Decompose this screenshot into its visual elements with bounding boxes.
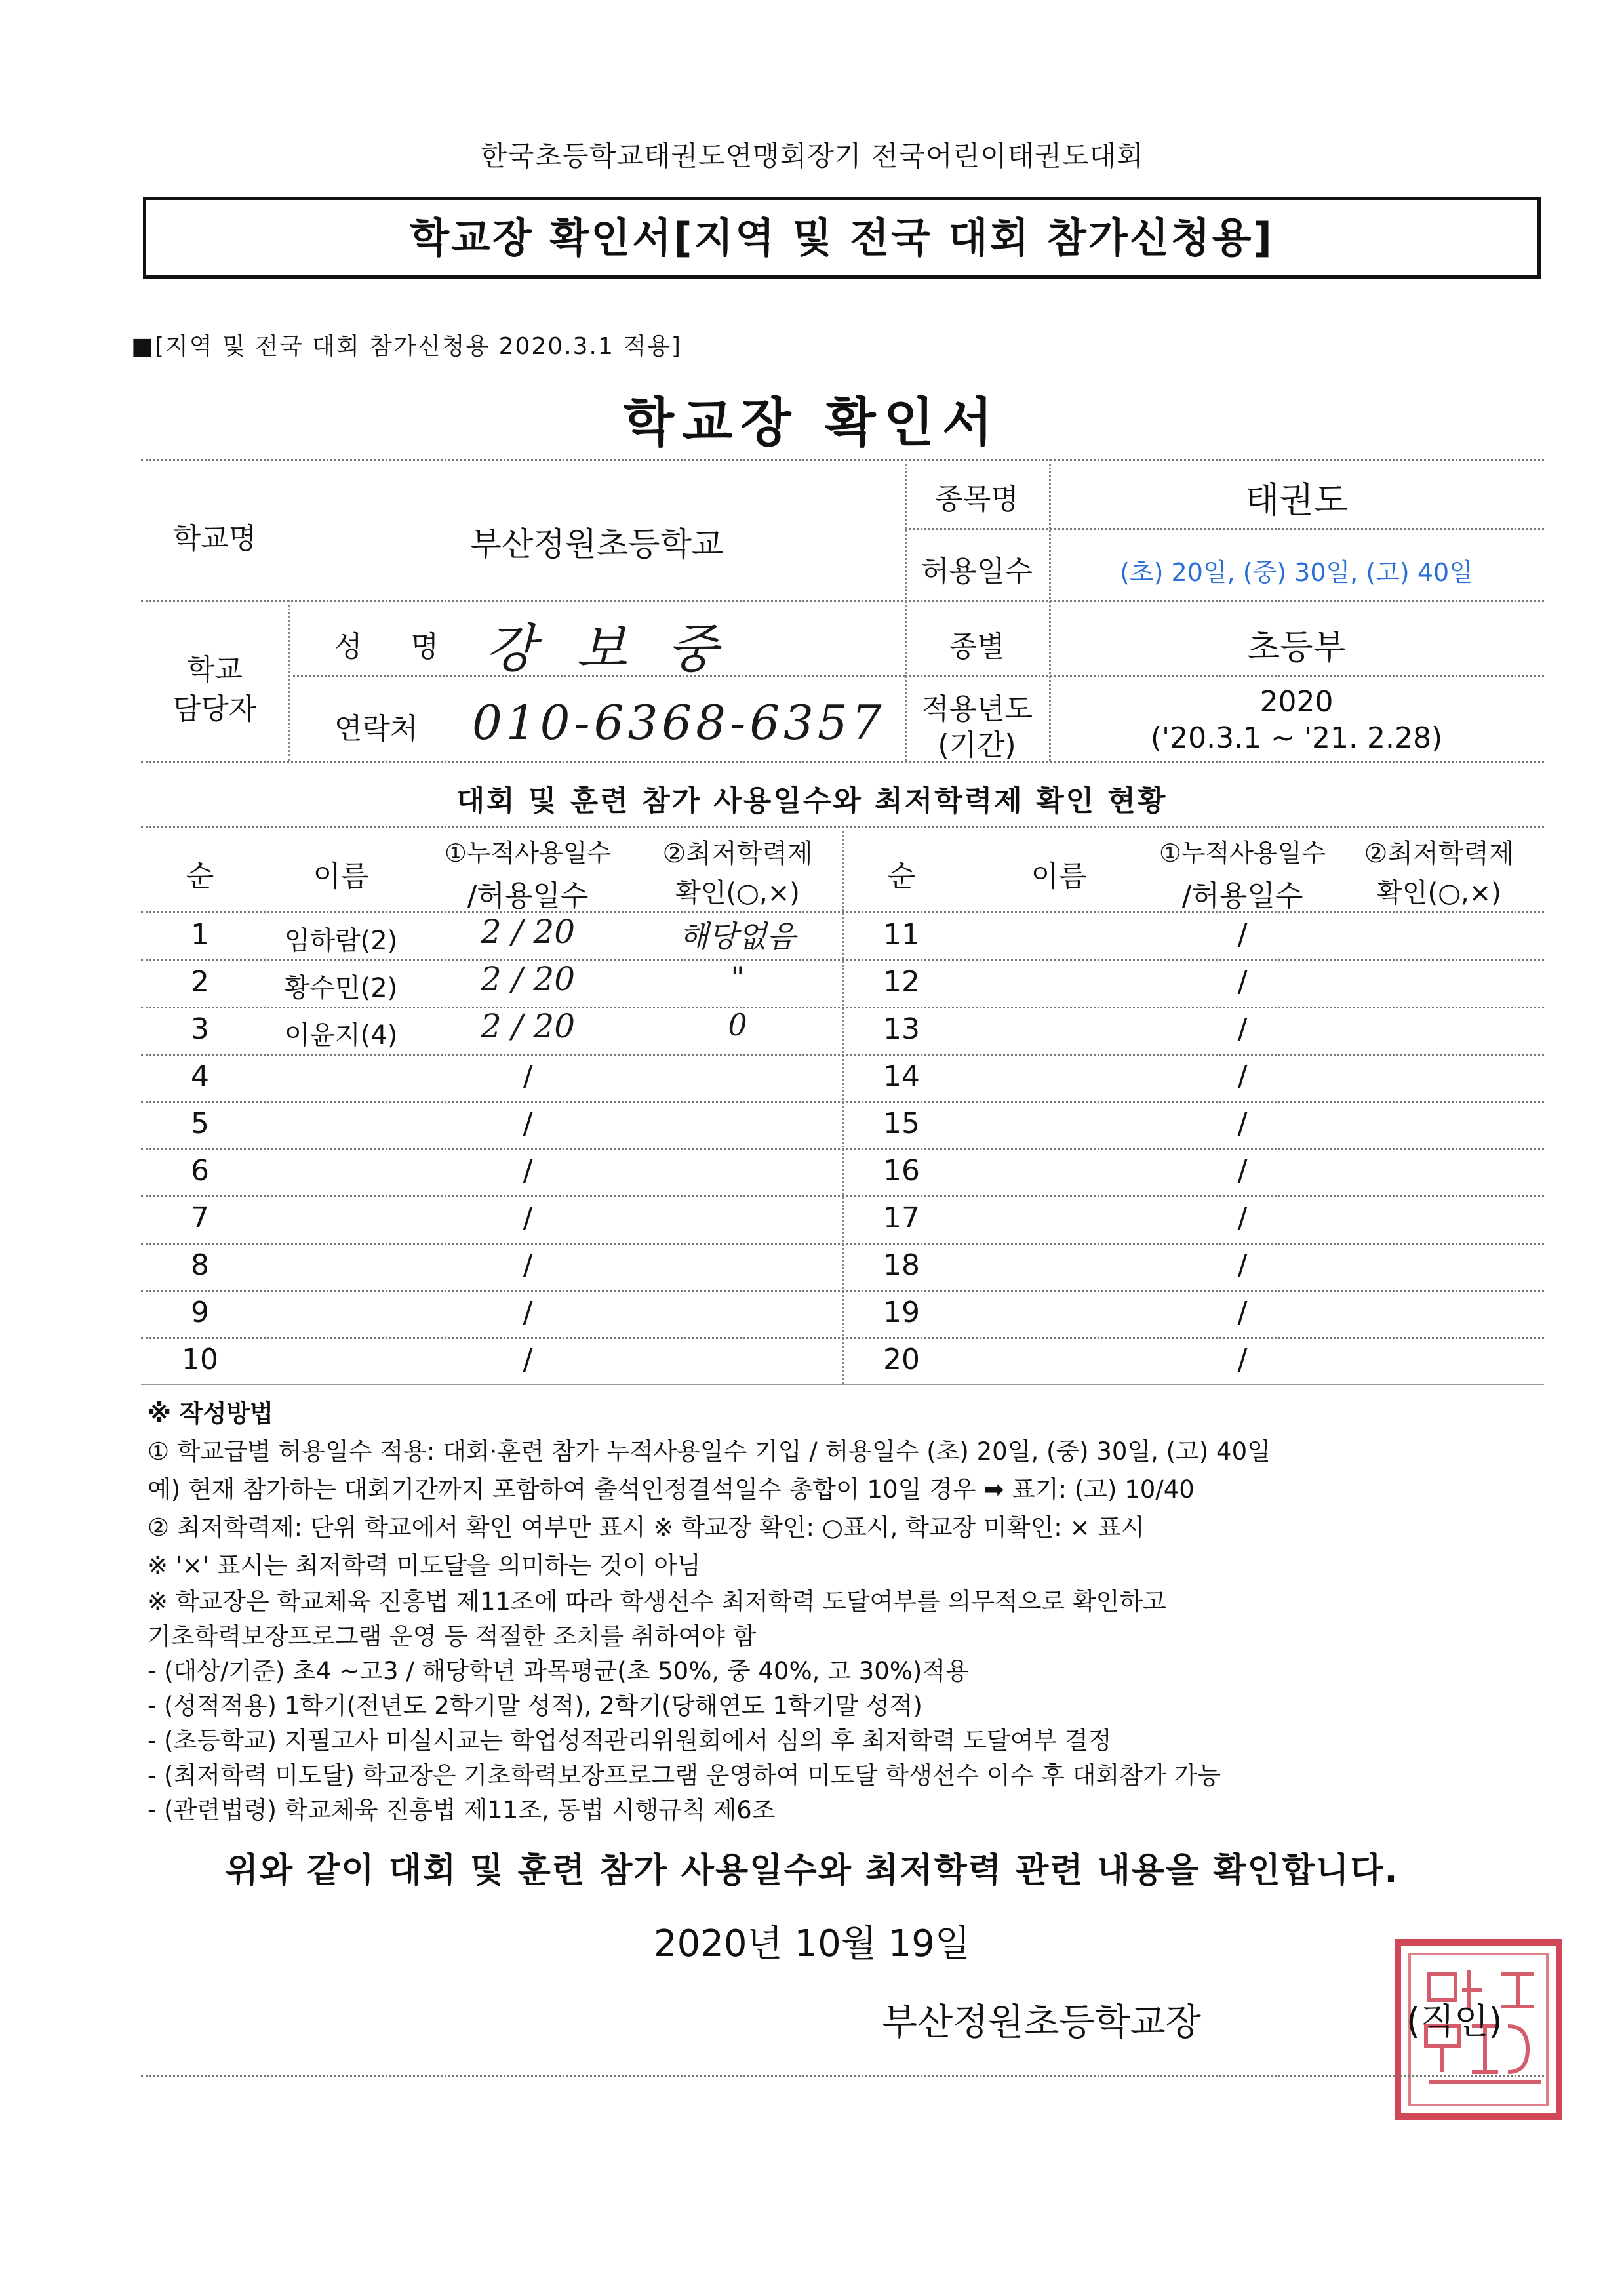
row-check: 0 <box>728 1007 747 1043</box>
instruction-line: - (대상/기준) 초4 ~고3 / 해당학년 과목평균(초 50%, 중 40%, 고 30%)적용 <box>148 1657 969 1685</box>
col-check-header-right-1: ②최저학력제 <box>1364 839 1515 869</box>
row-divider <box>141 1243 1544 1245</box>
row-days: / <box>523 1248 533 1282</box>
footer-divider <box>141 2075 1544 2077</box>
instruction-line: - (관련법령) 학교체육 진흥법 제11조, 동법 시행규칙 제6조 <box>148 1796 776 1824</box>
row-days: 2 / 20 <box>480 960 576 998</box>
instruction-line: ① 학교급별 허용일수 적용: 대회·훈련 참가 누적사용일수 기입 / 허용일수 (초) 20일, (중) 30일, (고) 40일 <box>148 1437 1271 1466</box>
row-days: / <box>523 1296 533 1329</box>
row-no: 4 <box>191 1060 209 1093</box>
divider <box>141 761 1544 763</box>
row-days: / <box>523 1201 533 1235</box>
name-label: 성 명 <box>334 630 458 664</box>
col-days-header-right-1: ①누적사용일수 <box>1159 839 1326 868</box>
status-title: 대회 및 훈련 참가 사용일수와 최저학력제 확인 현황 <box>456 784 1168 818</box>
divider <box>905 675 1544 677</box>
staff-label-line2: 담당자 <box>172 692 257 726</box>
divider <box>141 459 1544 461</box>
table-bottom-line <box>141 1384 1544 1385</box>
row-no: 10 <box>182 1343 218 1376</box>
row-name: 임하람(2) <box>284 926 398 956</box>
staff-name-handwritten: 강 보 중 <box>485 618 730 679</box>
instructions-heading: ※ 작성방법 <box>148 1399 273 1427</box>
instruction-line: - (최저학력 미도달) 학교장은 기초학력보장프로그램 운영하여 미도달 학생선수 이수 후 대회참가 가능 <box>148 1761 1221 1789</box>
divider <box>141 600 1544 602</box>
row-divider <box>141 1054 1544 1056</box>
row-days-right: / <box>1237 1296 1248 1329</box>
application-note: ■[지역 및 전국 대회 참가신청용 2020.3.1 적용] <box>131 333 682 360</box>
instruction-line: ② 최저학력제: 단위 학교에서 확인 여부만 표시 ※ 학교장 확인: ○표시, 학교장 미확인: × 표시 <box>148 1513 1145 1542</box>
row-no: 5 <box>191 1107 209 1140</box>
row-no-right: 13 <box>883 1012 920 1046</box>
row-name: 황수민(2) <box>284 973 398 1003</box>
contact-label: 연락처 <box>334 712 418 746</box>
row-no-right: 19 <box>883 1296 920 1329</box>
contact-value-handwritten: 010-6368-6357 <box>472 695 886 750</box>
school-label: 학교명 <box>172 522 257 555</box>
school-value: 부산정원초등학교 <box>469 525 724 563</box>
row-no-right: 14 <box>883 1060 920 1093</box>
year-label: 적용년도 <box>921 692 1033 726</box>
boxed-title <box>143 197 1541 279</box>
period-label: (기간) <box>938 728 1016 762</box>
col-no-header-right: 순 <box>887 860 916 893</box>
col-check-header-left-2: 확인(○,×) <box>675 878 800 908</box>
row-divider <box>141 1337 1544 1339</box>
instruction-line: 예) 현재 참가하는 대회기간까지 포함하여 출석인정결석일수 총합이 10일 경우 ➡ 표기: (고) 10/40 <box>148 1475 1195 1504</box>
row-days-right: / <box>1237 1248 1248 1282</box>
row-check: 해당없음 <box>679 919 796 954</box>
row-no: 9 <box>191 1296 209 1329</box>
row-divider <box>141 1195 1544 1197</box>
instruction-line: ※ 학교장은 학교체육 진흥법 제11조에 따라 학생선수 최저학력 도달여부를 의무적으로 확인하고 <box>148 1587 1166 1616</box>
row-no-right: 16 <box>883 1154 920 1187</box>
category-value: 초등부 <box>1247 628 1346 668</box>
signature-date: 2020년 10월 19일 <box>654 1923 970 1965</box>
row-no: 1 <box>191 918 209 951</box>
instruction-line: 기초학력보장프로그램 운영 등 적절한 조치를 취하여야 함 <box>148 1622 757 1650</box>
col-days-header-left-2: /허용일수 <box>467 879 589 913</box>
col-name-header-left: 이름 <box>313 860 369 893</box>
sport-value: 태권도 <box>1245 479 1348 521</box>
official-seal-label: (직인) <box>1406 2001 1503 2042</box>
row-no: 7 <box>191 1201 209 1235</box>
row-check: " <box>730 960 745 995</box>
row-no-right: 12 <box>883 965 920 999</box>
row-no: 6 <box>191 1154 209 1187</box>
row-days: / <box>523 1343 533 1376</box>
row-days-right: / <box>1237 1012 1248 1046</box>
organizer-title: 한국초등학교태권도연맹회장기 전국어린이태권도대회 <box>480 140 1144 172</box>
row-days-right: / <box>1237 1201 1248 1235</box>
row-no-right: 18 <box>883 1248 920 1282</box>
col-check-header-left-1: ②최저학력제 <box>662 839 813 869</box>
instruction-line: - (성적적용) 1학기(전년도 2학기말 성적), 2학기(당해연도 1학기말 성적) <box>148 1692 922 1720</box>
allowed-days-label: 허용일수 <box>921 555 1033 588</box>
row-divider <box>141 1148 1544 1150</box>
row-name: 이윤지(4) <box>284 1020 398 1050</box>
instruction-line: ※ '×' 표시는 최저학력 미도달을 의미하는 것이 아님 <box>148 1551 701 1580</box>
row-days-right: / <box>1237 918 1248 951</box>
sport-label: 종목명 <box>935 483 1019 516</box>
year-value: 2020 <box>1259 685 1334 719</box>
row-days-right: / <box>1237 965 1248 999</box>
row-divider <box>141 1101 1544 1103</box>
row-days: / <box>523 1154 533 1187</box>
row-no: 2 <box>191 965 209 999</box>
col-check-header-right-2: 확인(○,×) <box>1377 878 1501 908</box>
row-days-right: / <box>1237 1060 1248 1093</box>
row-no-right: 20 <box>883 1343 920 1376</box>
column-divider <box>288 600 290 761</box>
row-no: 3 <box>191 1012 209 1046</box>
principal-title: 부산정원초등학교장 <box>882 2001 1201 2044</box>
row-days: / <box>523 1107 533 1140</box>
document-title: 학교장 확인서 <box>623 392 1001 453</box>
row-days-right: / <box>1237 1154 1248 1187</box>
col-days-header-left-1: ①누적사용일수 <box>444 839 612 868</box>
col-name-header-right: 이름 <box>1031 860 1087 893</box>
row-days: 2 / 20 <box>480 1007 576 1045</box>
allowed-days-value: (초) 20일, (중) 30일, (고) 40일 <box>1120 558 1473 587</box>
row-no-right: 17 <box>883 1201 920 1235</box>
row-divider <box>141 959 1544 961</box>
row-divider <box>141 1007 1544 1008</box>
divider <box>905 528 1544 530</box>
col-no-header-left: 순 <box>186 860 214 893</box>
row-days-right: / <box>1237 1107 1248 1140</box>
row-days: / <box>523 1060 533 1093</box>
staff-label-line1: 학교 <box>186 653 243 687</box>
period-value: ('20.3.1 ~ '21. 2.28) <box>1150 721 1443 755</box>
row-no-right: 11 <box>883 918 920 951</box>
boxed-title-text: 학교장 확인서[지역 및 전국 대회 참가신청용] <box>410 214 1274 262</box>
row-divider <box>141 1290 1544 1292</box>
confirmation-statement: 위와 같이 대회 및 훈련 참가 사용일수와 최저학력 관련 내용을 확인합니다. <box>225 1851 1399 1890</box>
instruction-line: - (초등학교) 지필고사 미실시교는 학업성적관리위원회에서 심의 후 최저학력 도달여부 결정 <box>148 1726 1112 1755</box>
row-days: 2 / 20 <box>480 913 576 951</box>
category-label: 종별 <box>949 630 1005 664</box>
col-days-header-right-2: /허용일수 <box>1181 879 1303 913</box>
row-no-right: 15 <box>883 1107 920 1140</box>
row-days-right: / <box>1237 1343 1248 1376</box>
row-no: 8 <box>191 1248 209 1282</box>
